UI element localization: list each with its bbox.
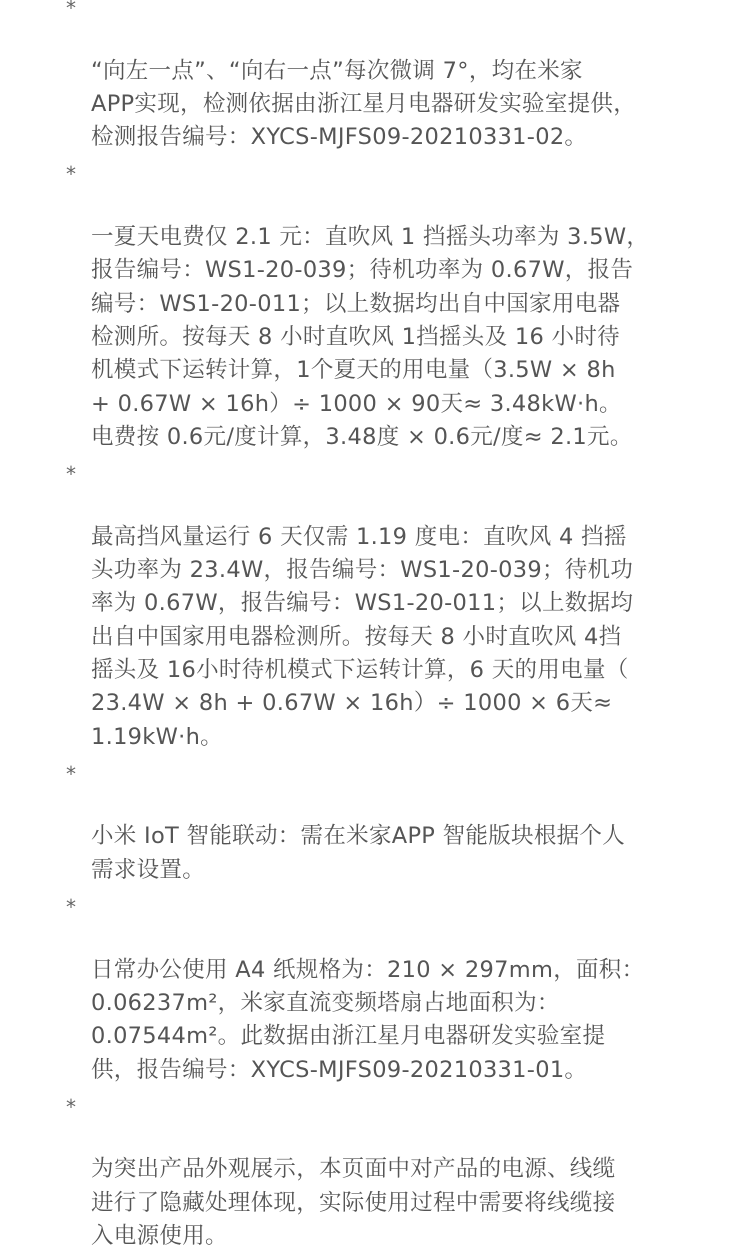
footnote-item (0, 154, 750, 454)
footnote-item (0, 887, 750, 1087)
asterisk-icon: * (66, 1094, 77, 1119)
footnote-text: 一夏天电费仅 2.1 元：直吹风 1 挡摇头功率为 3.5W， 报告编号：WS1-20-039；待机功率为 0.67W，报告 编号：WS1-20-011；以上数据均出自中国家用电器 检测所。按每天 8 小时直吹风 1挡摇头及 16 小时待 机模式下运转计算，1个夏天的用电量（3.5W × 8h + 0.67W × 16h）÷ 1000 × 90天≈ 3.48kW·h。 电费按 0.6元/度计算，3.48度 × 0.6元/度≈ 2.1元。 (91, 224, 650, 450)
asterisk-icon: * (66, 162, 77, 187)
footnote-item (0, 754, 750, 887)
asterisk-icon: * (66, 895, 77, 920)
footnote-text: 最高挡风量运行 6 天仅需 1.19 度电：直吹风 4 挡摇 头功率为 23.4W，报告编号：WS1-20-039；待机功 率为 0.67W，报告编号：WS1-20-011；以上数据均 出自中国家用电器检测所。按每天 8 小时直吹风 4挡 摇头及 16小时待机模式下运转计算，6 天的用电量（ 23.4W × 8h + 0.67W × 16h）÷ 1000 × 6天≈ 1.19kW·h。 (91, 523, 634, 750)
footnote-item (0, 0, 750, 154)
footnote-item (0, 1087, 750, 1253)
footnote-text: 为突出产品外观展示，本页面中对产品的电源、线缆 进行了隐藏处理体现，实际使用过程中需要将线缆接 入电源使用。 (91, 1156, 616, 1249)
asterisk-icon: * (66, 761, 77, 786)
footnote-text: “向左一点”、“向右一点”每次微调 7°，均在米家 APP实现，检测依据由浙江星月电器研发实验室提供， 检测报告编号：XYCS-MJFS09-20210331-02。 (91, 57, 637, 151)
footnote-item (0, 454, 750, 754)
footnote-text: 日常办公使用 A4 纸规格为：210 × 297mm，面积： 0.06237m²，米家直流变频塔扇占地面积为： 0.07544m²。此数据由浙江星月电器研发实验室提 供，报告编号：XYCS-MJFS09-20210331-01。 (91, 956, 645, 1083)
footnote-text: 小米 IoT 智能联动：需在米家APP 智能版块根据个人 需求设置。 (91, 823, 626, 883)
asterisk-icon: * (66, 462, 77, 487)
asterisk-icon: * (66, 0, 77, 20)
